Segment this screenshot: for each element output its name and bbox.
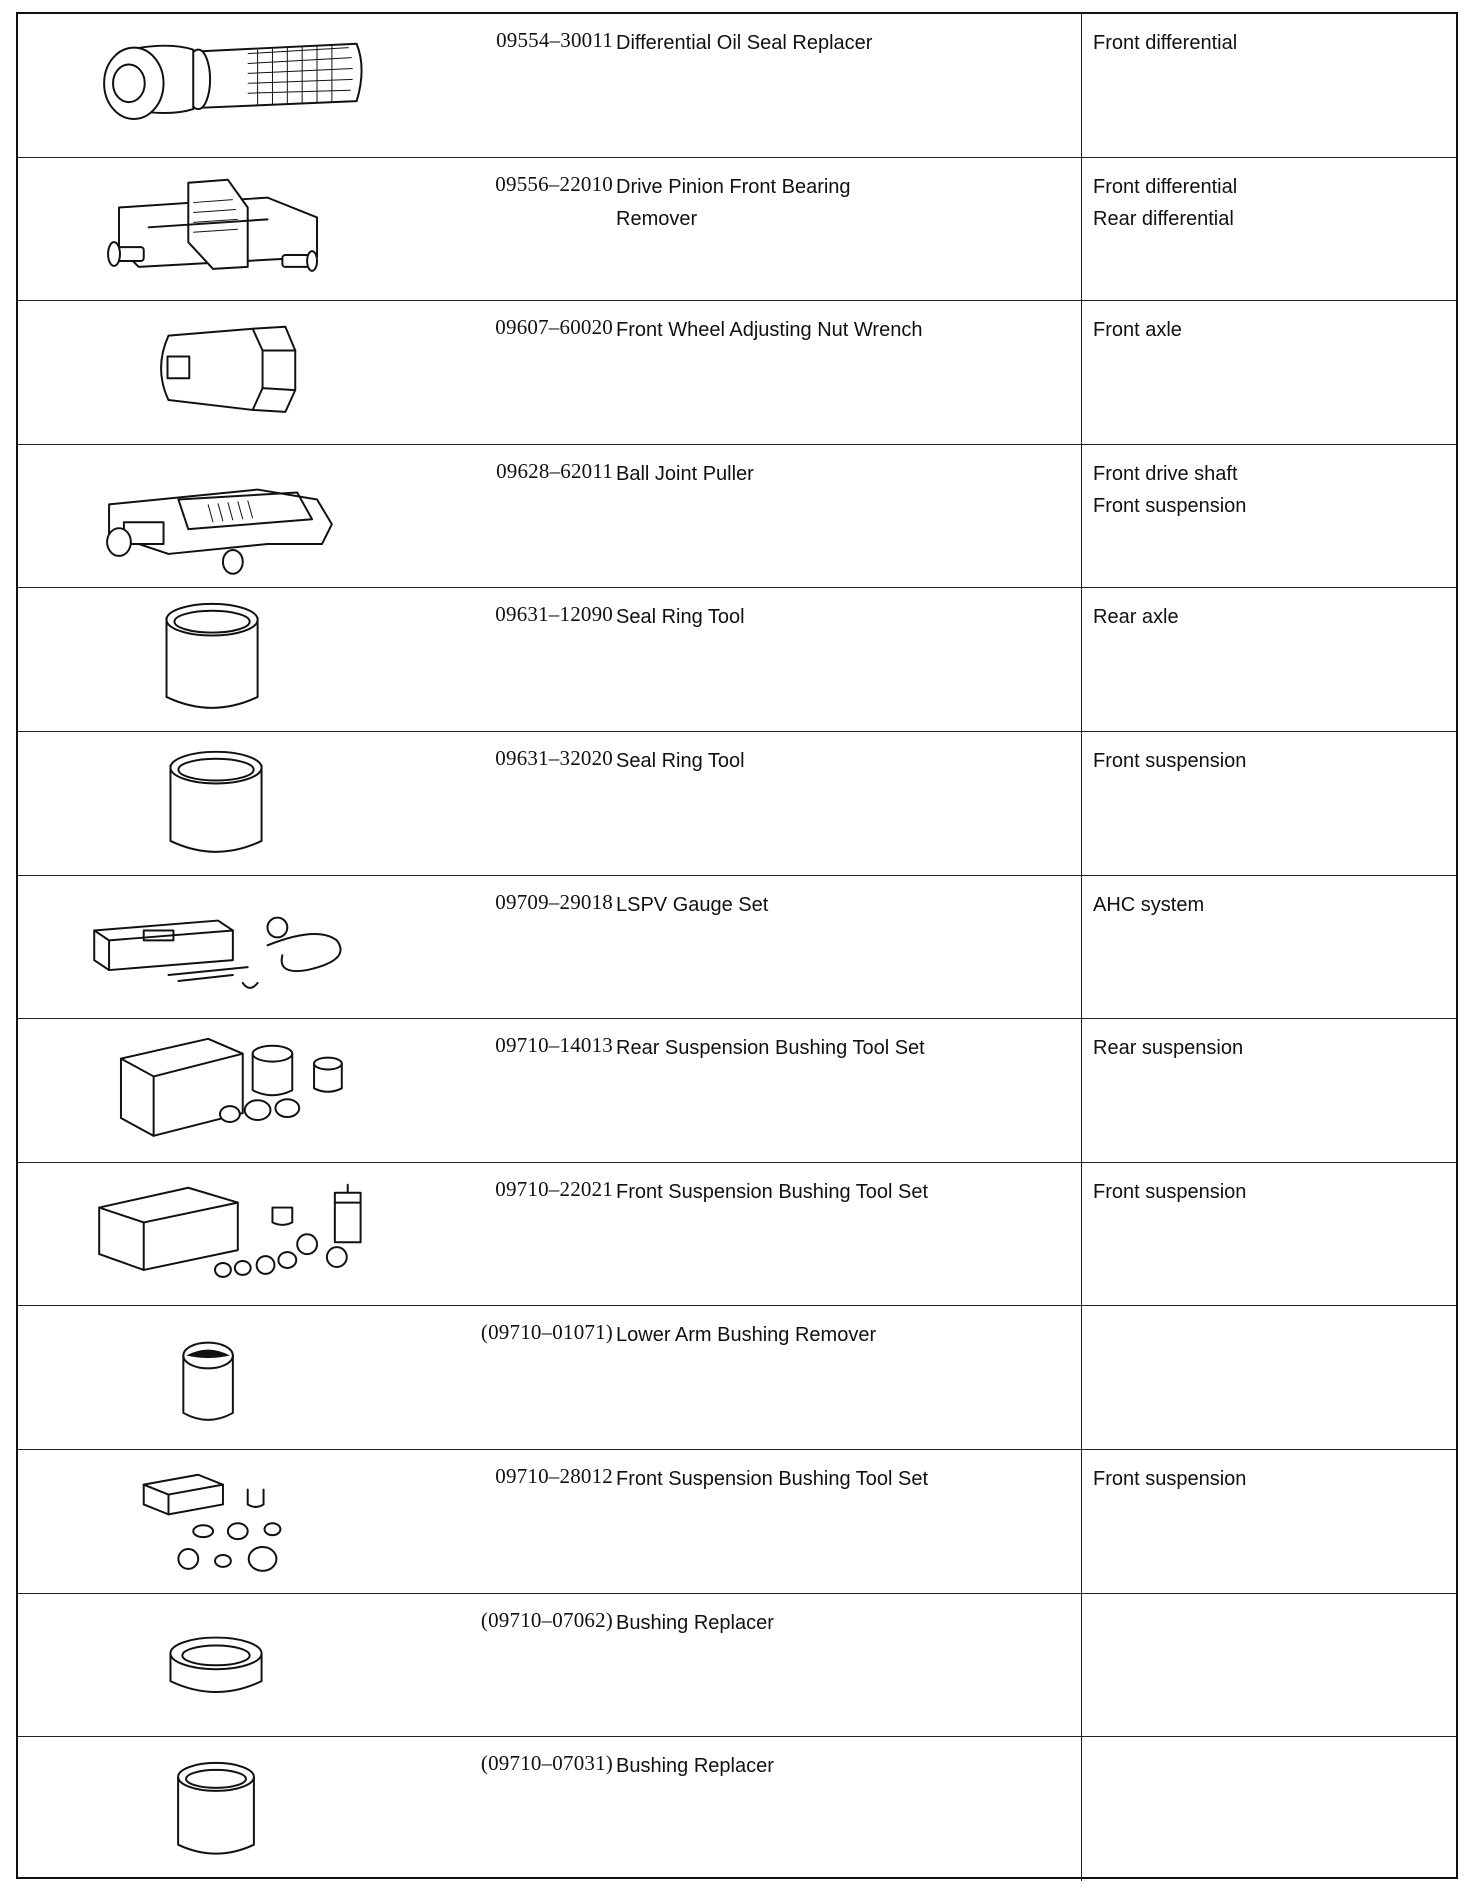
reference-cell — [1081, 1306, 1460, 1449]
tool-name: Seal Ring Tool — [616, 606, 745, 629]
reference-line: Front differential — [1093, 32, 1238, 54]
tool-name: Front Wheel Adjusting Nut Wrench — [616, 319, 923, 342]
table-row — [18, 158, 1456, 302]
bushing-tool-set-icon — [18, 1019, 418, 1162]
reference-cell — [1081, 876, 1460, 1019]
part-number: (09710–07062) — [480, 1607, 613, 1632]
reference-line: Rear axle — [1093, 606, 1179, 629]
tool-name: Front Suspension Bushing Tool Set — [616, 1468, 929, 1490]
reference-cell — [1081, 445, 1460, 588]
part-number: 09628–62011 — [496, 458, 613, 483]
table-row — [18, 1306, 1456, 1450]
reference-line: Front suspension — [1093, 750, 1247, 772]
table-row — [18, 14, 1456, 158]
part-number: 09556–22010 — [495, 171, 613, 196]
table-row — [18, 588, 1456, 732]
reference-line: Rear differential — [1093, 207, 1234, 230]
reference-line: Front suspension — [1093, 1180, 1247, 1203]
reference-line: Front suspension — [1093, 1468, 1247, 1490]
part-number: 09631–12090 — [495, 602, 613, 627]
reference-line: Front differential — [1093, 175, 1238, 198]
tool-name: Seal Ring Tool — [616, 750, 745, 772]
reference-line: Rear suspension — [1093, 1037, 1244, 1060]
bushing-replacer-icon — [18, 1737, 418, 1881]
tool-name: Front Suspension Bushing Tool Set — [616, 1180, 929, 1203]
reference-cell — [1081, 1163, 1460, 1306]
reference-line: AHC system — [1093, 893, 1205, 916]
table-row — [18, 1019, 1456, 1163]
part-number: (09710–07031) — [480, 1751, 613, 1776]
table-row — [18, 732, 1456, 876]
reference-cell — [1081, 301, 1460, 444]
tool-name: Rear Suspension Bushing Tool Set — [616, 1037, 925, 1060]
reference-line: Front suspension — [1093, 494, 1247, 517]
part-number: 09607–60020 — [495, 315, 613, 340]
tool-name: Drive Pinion Front Bearing Remover — [616, 175, 851, 230]
sst-table — [16, 12, 1458, 1879]
gauge-set-icon — [18, 876, 418, 1019]
table-row — [18, 1737, 1456, 1881]
part-number: 09709–29018 — [495, 889, 613, 914]
table-row — [18, 1594, 1456, 1738]
reference-cell — [1081, 1737, 1460, 1881]
reference-cell — [1081, 1450, 1460, 1593]
oil-seal-replacer-icon — [18, 14, 418, 157]
part-number: 09631–32020 — [495, 746, 613, 770]
reference-cell — [1081, 588, 1460, 731]
table-row — [18, 1450, 1456, 1594]
reference-line: Front drive shaft — [1093, 462, 1238, 485]
tool-name: Lower Arm Bushing Remover — [616, 1324, 877, 1347]
table-row — [18, 301, 1456, 445]
seal-ring-tool-icon — [18, 732, 418, 875]
reference-cell — [1081, 158, 1460, 301]
part-number: (09710–01071) — [480, 1320, 613, 1345]
tool-name: Differential Oil Seal Replacer — [616, 32, 873, 54]
reference-cell — [1081, 732, 1460, 875]
part-number: 09710–22021 — [495, 1176, 613, 1201]
reference-cell — [1081, 1594, 1460, 1737]
tool-name: Bushing Replacer — [616, 1755, 774, 1778]
bushing-tool-set-icon — [18, 1450, 418, 1593]
table-row — [18, 445, 1456, 589]
part-number: 09710–14013 — [495, 1033, 613, 1058]
bushing-remover-icon — [18, 1306, 418, 1449]
ball-joint-puller-icon — [18, 445, 418, 588]
reference-cell — [1081, 14, 1460, 157]
reference-cell — [1081, 1019, 1460, 1162]
reference-line: Front axle — [1093, 319, 1182, 342]
nut-wrench-icon — [18, 301, 418, 444]
seal-ring-tool-icon — [18, 588, 418, 731]
table-row — [18, 1163, 1456, 1307]
tool-name: Bushing Replacer — [616, 1611, 774, 1634]
tool-name: Ball Joint Puller — [616, 462, 754, 485]
tool-name: LSPV Gauge Set — [616, 893, 769, 916]
bushing-tool-set-icon — [18, 1163, 418, 1306]
bearing-remover-icon — [18, 158, 418, 301]
bushing-replacer-ring-icon — [18, 1594, 418, 1737]
part-number: 09554–30011 — [496, 28, 613, 52]
table-row — [18, 876, 1456, 1020]
part-number: 09710–28012 — [495, 1464, 613, 1488]
